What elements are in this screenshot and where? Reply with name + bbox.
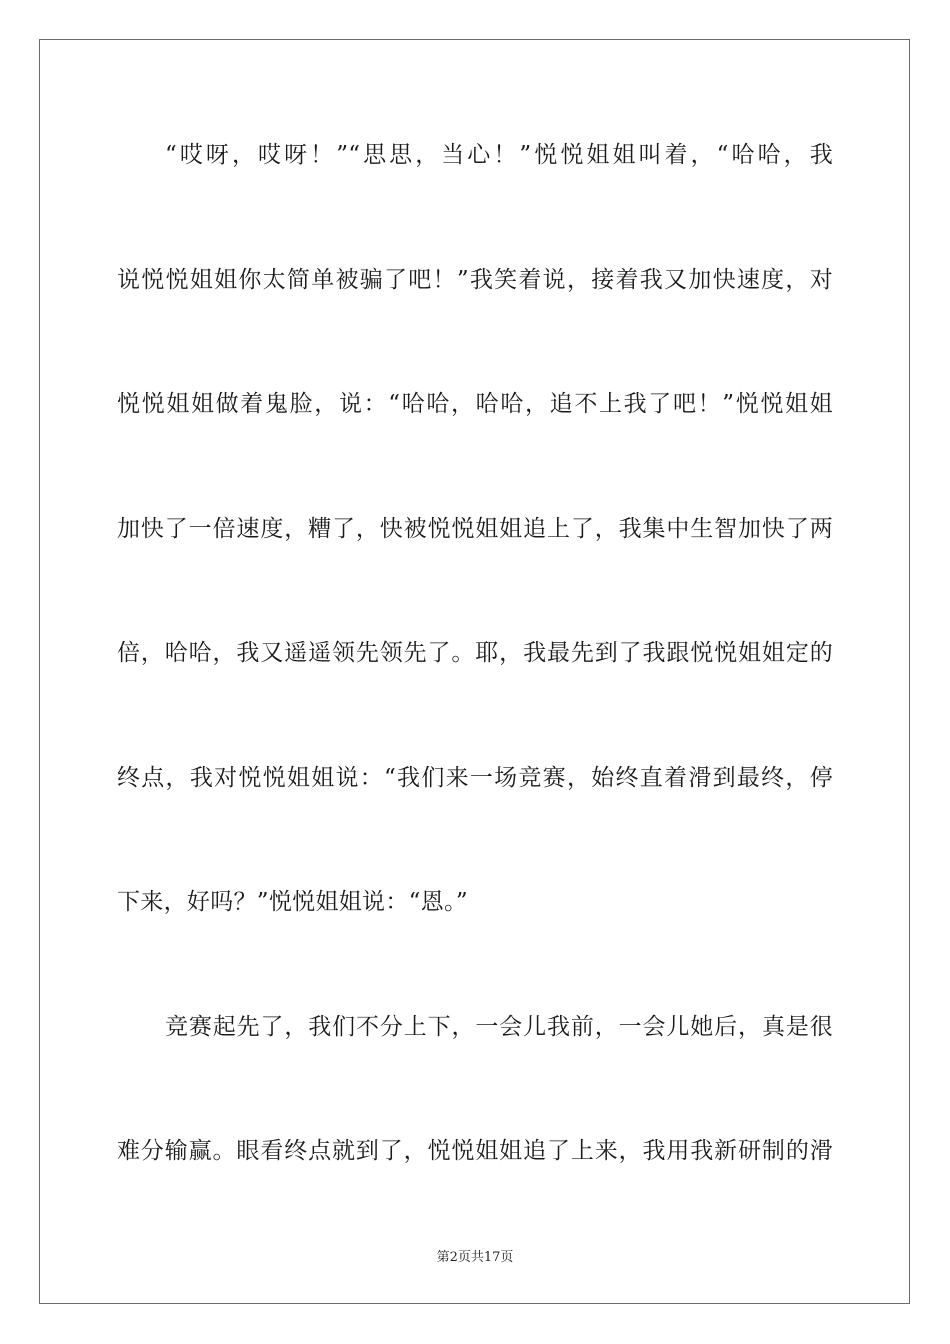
page-total: 共17页 [470,1250,514,1265]
text-line: 倍，哈哈，我又遥遥领先领先了。耶，我最先到了我跟悦悦姐姐定的 [117,640,833,666]
text-line: 下来，好吗？”悦悦姐姐说：“恩。” [117,889,468,915]
text-line: 说悦悦姐姐你太简单被骗了吧！”我笑着说，接着我又加快速度，对 [117,266,833,293]
text-line: 难分输赢。眼看终点就到了，悦悦姐姐追了上来，我用我新研制的滑 [117,1138,833,1164]
page-number: 第2页 [436,1250,471,1265]
text-line: 竞赛起先了，我们不分上下，一会儿我前，一会儿她后，真是很 [165,1013,833,1040]
text-line: “哎呀，哎呀！”“思思，当心！”悦悦姐姐叫着，“哈哈，我 [165,142,833,168]
text-line: 终点，我对悦悦姐姐说：“我们来一场竞赛，始终直着滑到最终，停 [117,764,833,791]
document-body [117,124,833,1245]
page-footer [0,1246,950,1265]
text-line: 悦悦姐姐做着鬼脸，说：“哈哈，哈哈，追不上我了吧！”悦悦姐姐 [117,391,833,417]
text-line: 加快了一倍速度，糟了，快被悦悦姐姐追上了，我集中生智加快了两 [117,515,833,542]
